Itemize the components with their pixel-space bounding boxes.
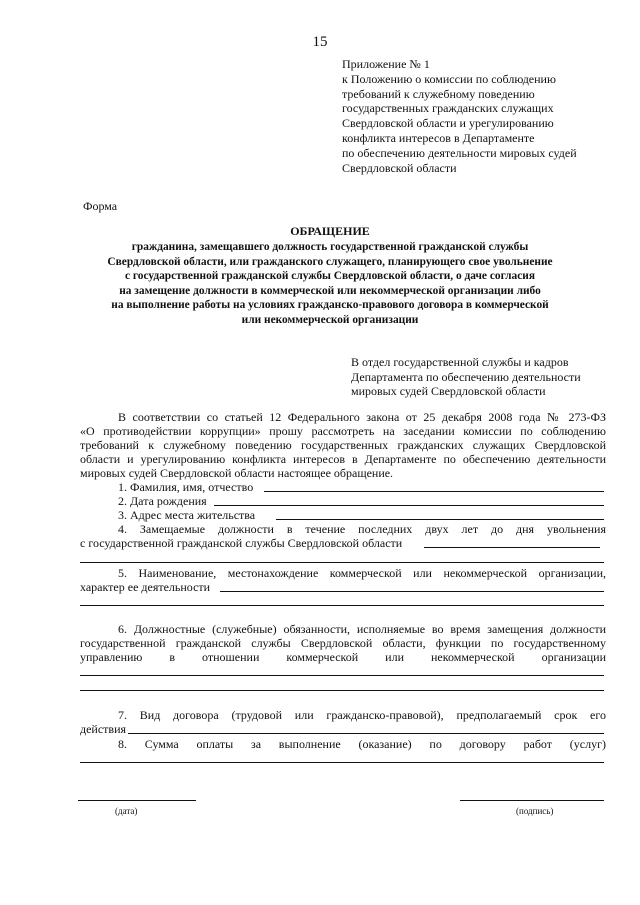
addressee-line: мировых судей Свердловской области	[351, 384, 546, 398]
item-7-line: действия	[80, 722, 127, 736]
item-5-line: 5. Наименование, местонахождение коммерческой или некоммерческой организации,	[118, 566, 606, 580]
subtitle-line: с государственной гражданской службы Свердловской области, о даче согласия	[124, 270, 536, 283]
appendix-line: Приложение № 1	[342, 57, 430, 71]
appendix-line: по обеспечению деятельности мировых судей	[342, 145, 577, 160]
item-6-line: управлению в отношении коммерческой или некоммерческой организации	[80, 650, 606, 664]
intro-line: мировых судей Свердловской области настоящее обращение.	[80, 466, 394, 480]
document-title: ОБРАЩЕНИЕ	[290, 224, 370, 238]
intro-line: В соответствии со статьей 12 Федерального закона от 25 декабря 2008 года № 273-ФЗ	[118, 410, 606, 424]
item-1-field[interactable]	[264, 491, 604, 492]
subtitle-line: на выполнение работы на условиях гражданско-правового договора в коммерческой	[111, 299, 549, 312]
item-2-label: 2. Дата рождения	[118, 494, 207, 508]
item-7-line: 7. Вид договора (трудовой или гражданско-правовой), предполагаемый срок его	[118, 708, 606, 722]
appendix-line: государственных гражданских служащих	[342, 101, 554, 116]
item-4-line: 4. Замещаемые должности в течение последних двух лет до дня увольнения	[118, 522, 606, 536]
page-number: 15	[312, 34, 328, 50]
item-2-field[interactable]	[214, 505, 604, 506]
date-line[interactable]	[78, 800, 196, 801]
item-7-field[interactable]	[128, 733, 604, 734]
item-4-line: с государственной гражданской службы Свердловской области	[80, 536, 403, 550]
item-8-field-line[interactable]	[80, 762, 604, 763]
item-5-field-line[interactable]	[80, 605, 604, 606]
item-4-field-line[interactable]	[80, 562, 604, 563]
addressee-line: Департамента по обеспечению деятельности	[351, 369, 581, 384]
appendix-line: конфликта интересов в Департаменте	[342, 130, 535, 145]
addressee-line: В отдел государственной службы и кадров	[351, 355, 569, 369]
item-4-field[interactable]	[424, 547, 600, 548]
intro-line: области и урегулированию конфликта интересов в Департаменте по обеспечению деятельности	[80, 452, 606, 466]
appendix-block	[342, 57, 577, 175]
appendix-line: Свердловской области и урегулированию	[342, 116, 554, 131]
signature-line[interactable]	[460, 800, 604, 801]
item-3-field[interactable]	[276, 519, 604, 520]
item-6-field-line[interactable]	[80, 675, 604, 676]
subtitle-line: Свердловской области, или гражданского служащего, планирующего свое увольнение	[107, 255, 553, 268]
date-caption: (дата)	[115, 806, 138, 816]
item-6-line: 6. Должностные (служебные) обязанности, исполняемые во время замещения должности	[118, 622, 606, 636]
item-1-label: 1. Фамилия, имя, отчество	[118, 480, 254, 494]
appendix-line: требований к служебному поведению	[342, 86, 535, 101]
item-6-field-line[interactable]	[80, 690, 604, 691]
item-6-line: государственной гражданской службы Свердловской области, функции по государственному	[80, 636, 606, 650]
subtitle-line: или некоммерческой организации	[241, 313, 419, 326]
item-5-field[interactable]	[220, 591, 604, 592]
document-subtitle	[60, 240, 600, 328]
form-label: Форма	[83, 199, 118, 213]
item-8-line: 8. Сумма оплаты за выполнение (оказание) по договору работ (услуг)	[118, 737, 606, 751]
addressee-block	[351, 355, 581, 399]
intro-line: «О противодействии коррупции» прошу рассмотреть на заседании комиссии по соблюдению	[80, 424, 606, 438]
subtitle-line: гражданина, замещавшего должность государственной гражданской службы	[131, 241, 529, 253]
intro-line: требований к служебному поведению государственных гражданских служащих Свердловской	[80, 438, 606, 452]
item-3-label: 3. Адрес места жительства	[118, 508, 256, 522]
signature-caption: (подпись)	[516, 806, 554, 816]
appendix-line: Свердловской области	[342, 160, 457, 175]
item-5-line: характер ее деятельности	[80, 580, 211, 594]
subtitle-line: на замещение должности в коммерческой или некоммерческой организации либо	[119, 284, 541, 297]
appendix-line: к Положению о комиссии по соблюдению	[342, 71, 556, 86]
